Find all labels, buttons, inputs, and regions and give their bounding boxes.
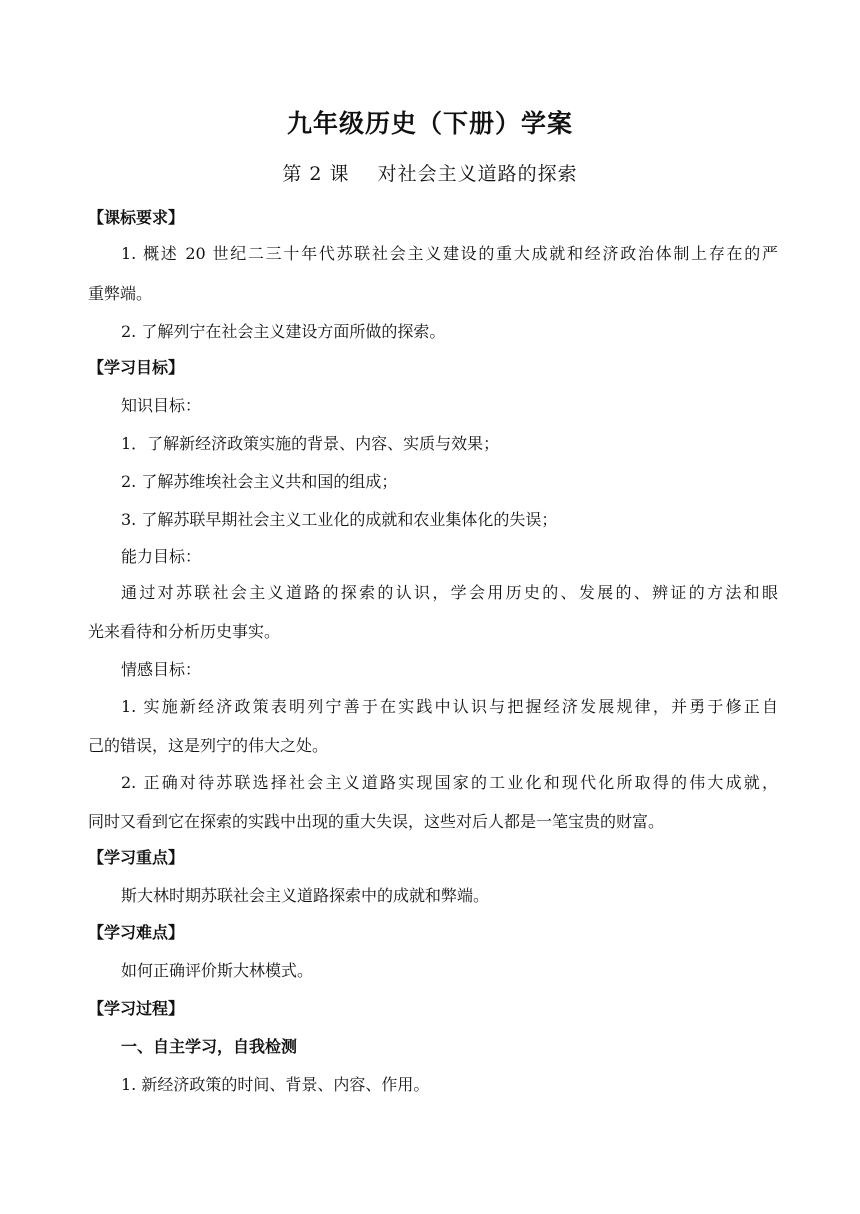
curriculum-item-1-line-2: 重弊端。	[88, 284, 153, 303]
ability-objective-line-1: 通过对苏联社会主义道路的探索的认识，学会用历史的、发展的、辨证的方法和眼	[121, 583, 778, 602]
knowledge-objective-label: 知识目标：	[121, 396, 202, 415]
emotion-objective-label: 情感目标：	[121, 660, 202, 679]
process-part-1-item-1: 1. 新经济政策的时间、背景、内容、作用。	[121, 1075, 430, 1094]
curriculum-item-2: 2. 了解列宁在社会主义建设方面所做的探索。	[121, 322, 446, 341]
ability-objective-label: 能力目标：	[121, 547, 202, 566]
objectives-heading: 【学习目标】	[88, 358, 185, 377]
emotion-objective-1-line-1: 1. 实施新经济政策表明列宁善于在实践中认识与把握经济发展规律，并勇于修正自	[121, 697, 778, 716]
emotion-objective-2-line-2: 同时又看到它在探索的实践中出现的重大失误，这些对后人都是一笔宝贵的财富。	[88, 812, 665, 831]
difficulties-heading: 【学习难点】	[88, 923, 185, 942]
key-points-text: 斯大林时期苏联社会主义道路探索中的成就和弊端。	[121, 886, 490, 905]
process-part-1-title: 一、自主学习，自我检测	[121, 1037, 298, 1056]
ability-objective-line-2: 光来看待和分析历史事实。	[88, 622, 281, 641]
lesson-subtitle: 第 2 课 对社会主义道路的探索	[282, 163, 578, 185]
emotion-objective-1-line-2: 己的错误，这是列宁的伟大之处。	[88, 736, 329, 755]
key-points-heading: 【学习重点】	[88, 848, 185, 867]
difficulties-text: 如何正确评价斯大林模式。	[121, 961, 314, 980]
emotion-objective-2-line-1: 2. 正确对待苏联选择社会主义道路实现国家的工业化和现代化所取得的伟大成就，	[121, 773, 778, 792]
document-title: 九年级历史（下册）学案	[286, 109, 573, 138]
knowledge-objective-3: 3. 了解苏联早期社会主义工业化的成就和农业集体化的失误；	[121, 510, 558, 529]
process-heading: 【学习过程】	[88, 999, 185, 1018]
knowledge-objective-2: 2. 了解苏维埃社会主义共和国的组成；	[121, 472, 398, 491]
curriculum-heading: 【课标要求】	[88, 208, 185, 227]
curriculum-item-1-line-1: 1. 概述 20 世纪二三十年代苏联社会主义建设的重大成就和经济政治体制上存在的严	[121, 244, 778, 263]
knowledge-objective-1: 1．了解新经济政策实施的背景、内容、实质与效果；	[121, 434, 500, 453]
